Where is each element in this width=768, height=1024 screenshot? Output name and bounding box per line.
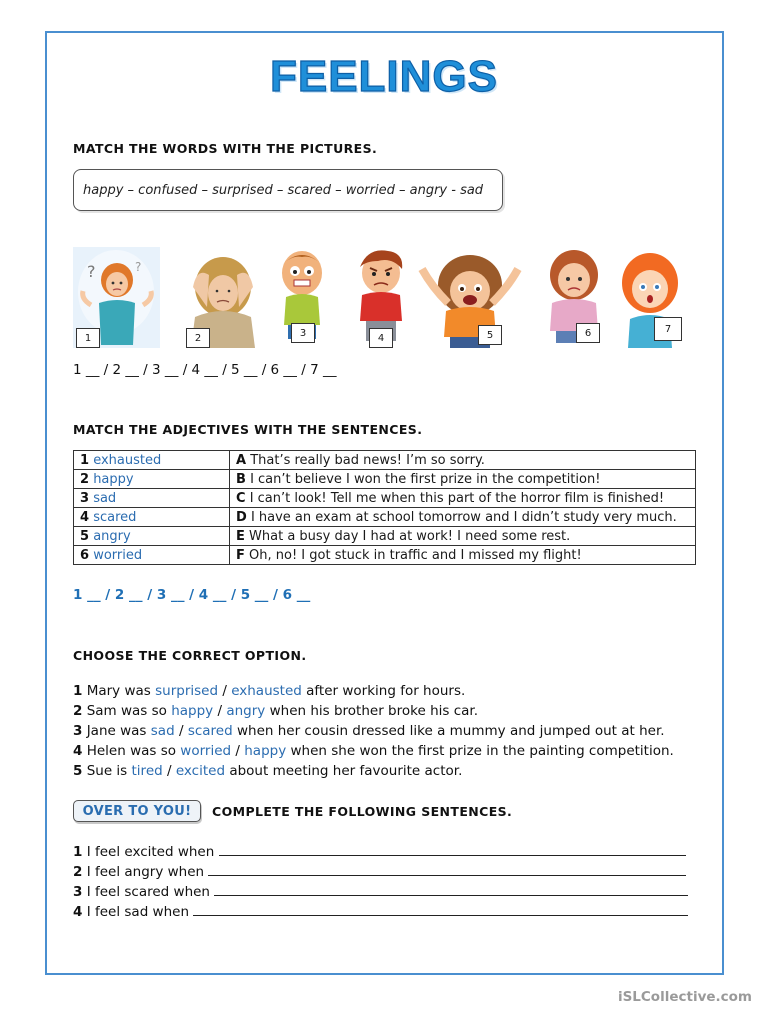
section1-heading: MATCH THE WORDS WITH THE PICTURES.: [73, 141, 378, 156]
option-1[interactable]: happy: [171, 703, 214, 719]
item-prefix: Helen was so: [86, 743, 176, 759]
list-item: [73, 763, 462, 779]
option-2[interactable]: happy: [244, 743, 287, 759]
option-1[interactable]: worried: [180, 743, 232, 759]
item-number: 2: [73, 864, 83, 880]
table-row: [74, 470, 696, 489]
sentence-cell: [230, 489, 696, 508]
section1-answer-line: 1 __ / 2 __ / 3 __ / 4 __ / 5 __ / 6 __ / 7 __: [73, 362, 337, 378]
word-bank-text: happy – confused – surprised – scared – worried – angry - sad: [83, 182, 484, 198]
item-prefix: Sue is: [86, 763, 128, 779]
item-number: 1: [73, 844, 83, 860]
answer-blank-line[interactable]: [193, 905, 688, 916]
picture-number-4: 4: [369, 328, 393, 348]
list-item: [73, 904, 688, 920]
adjective-word: sad: [93, 490, 117, 506]
adjective-cell: [74, 470, 230, 489]
option-2[interactable]: angry: [226, 703, 266, 719]
list-item: [73, 743, 674, 759]
word-bank-box: [73, 169, 503, 211]
sentence-cell: [230, 508, 696, 527]
table-row: [74, 546, 696, 565]
table-row: [74, 451, 696, 470]
item-prompt: I feel excited when: [86, 844, 215, 860]
option-separator: /: [217, 703, 223, 719]
item-prompt: I feel sad when: [86, 904, 190, 920]
sentence-cell: [230, 451, 696, 470]
option-2[interactable]: exhausted: [231, 683, 302, 699]
item-number: 3: [73, 723, 83, 739]
row-sentence: What a busy day I had at work! I need some rest.: [249, 528, 571, 544]
adjective-word: happy: [93, 471, 134, 487]
svg-text:?: ?: [87, 262, 96, 281]
picture-number-1: 1: [76, 328, 100, 348]
item-number: 3: [73, 884, 83, 900]
item-number: 1: [73, 683, 83, 699]
row-sentence: I can’t believe I won the first prize in the competition!: [250, 471, 601, 487]
over-to-you-badge: OVER TO YOU!: [73, 800, 201, 822]
row-letter: A: [236, 452, 247, 468]
item-prompt: I feel scared when: [86, 884, 210, 900]
list-item: [73, 703, 478, 719]
row-sentence: That’s really bad news! I’m so sorry.: [250, 452, 485, 468]
option-1[interactable]: tired: [131, 763, 163, 779]
table-row: [74, 527, 696, 546]
adjective-word: exhausted: [93, 452, 162, 468]
item-prefix: Mary was: [86, 683, 151, 699]
option-1[interactable]: sad: [150, 723, 175, 739]
row-letter: C: [236, 490, 246, 506]
item-suffix: about meeting her favourite actor.: [229, 763, 463, 779]
adjective-word: worried: [93, 547, 143, 563]
sentence-cell: [230, 546, 696, 565]
option-separator: /: [167, 763, 172, 779]
row-letter: E: [236, 528, 245, 544]
item-suffix: when her cousin dressed like a mummy and jumped out at her.: [236, 723, 665, 739]
section4-heading: COMPLETE THE FOLLOWING SENTENCES.: [212, 804, 513, 819]
row-number: 5: [80, 528, 90, 544]
row-number: 2: [80, 471, 90, 487]
adjective-cell: [74, 546, 230, 565]
item-prompt: I feel angry when: [86, 864, 205, 880]
row-number: 1: [80, 452, 90, 468]
adjective-cell: [74, 527, 230, 546]
row-number: 6: [80, 547, 90, 563]
row-letter: F: [236, 547, 245, 563]
adjective-cell: [74, 489, 230, 508]
picture-happy-girl: [418, 247, 522, 348]
picture-number-6: 6: [576, 323, 600, 343]
row-sentence: I can’t look! Tell me when this part of the horror film is finished!: [249, 490, 665, 506]
item-number: 5: [73, 763, 83, 779]
sentence-cell: [230, 527, 696, 546]
option-separator: /: [178, 723, 184, 739]
option-separator: /: [222, 683, 227, 699]
option-2[interactable]: excited: [175, 763, 226, 779]
table-row: [74, 508, 696, 527]
option-2[interactable]: scared: [187, 723, 233, 739]
list-item: [73, 884, 688, 900]
row-number: 4: [80, 509, 90, 525]
table-row: [74, 489, 696, 508]
adjective-word: scared: [93, 509, 137, 525]
list-item: [73, 683, 465, 699]
list-item: [73, 864, 686, 880]
page-title: FEELINGS: [269, 52, 499, 101]
item-prefix: Sam was so: [86, 703, 167, 719]
adjective-word: angry: [93, 528, 131, 544]
picture-number-2: 2: [186, 328, 210, 348]
adjective-cell: [74, 508, 230, 527]
list-item: [73, 844, 686, 860]
answer-blank-line[interactable]: [208, 865, 686, 876]
picture-number-3: 3: [291, 323, 315, 343]
row-sentence: I have an exam at school tomorrow and I didn’t study very much.: [250, 509, 677, 525]
section2-heading: MATCH THE ADJECTIVES WITH THE SENTENCES.: [73, 422, 423, 437]
answer-blank-line[interactable]: [214, 885, 688, 896]
item-suffix: when she won the first prize in the painting competition.: [290, 743, 674, 759]
item-prefix: Jane was: [86, 723, 147, 739]
row-letter: D: [236, 509, 247, 525]
picture-number-7: 7: [654, 317, 682, 341]
item-number: 2: [73, 703, 83, 719]
item-suffix: when his brother broke his car.: [269, 703, 478, 719]
svg-text:?: ?: [135, 260, 142, 274]
section2-answer-line: 1 __ / 2 __ / 3 __ / 4 __ / 5 __ / 6 __: [73, 587, 311, 603]
option-1[interactable]: surprised: [155, 683, 219, 699]
item-number: 4: [73, 743, 83, 759]
item-suffix: after working for hours.: [306, 683, 466, 699]
footer-watermark: iSLCollective.com: [617, 989, 752, 1005]
picture-number-5: 5: [478, 325, 502, 345]
sentence-cell: [230, 470, 696, 489]
row-number: 3: [80, 490, 90, 506]
section3-heading: CHOOSE THE CORRECT OPTION.: [73, 648, 307, 663]
answer-blank-line[interactable]: [219, 845, 686, 856]
adjective-cell: [74, 451, 230, 470]
list-item: [73, 723, 665, 739]
item-number: 4: [73, 904, 83, 920]
row-letter: B: [236, 471, 246, 487]
adjectives-table: [73, 450, 696, 565]
option-separator: /: [235, 743, 240, 759]
row-sentence: Oh, no! I got stuck in traffic and I missed my flight!: [249, 547, 582, 563]
